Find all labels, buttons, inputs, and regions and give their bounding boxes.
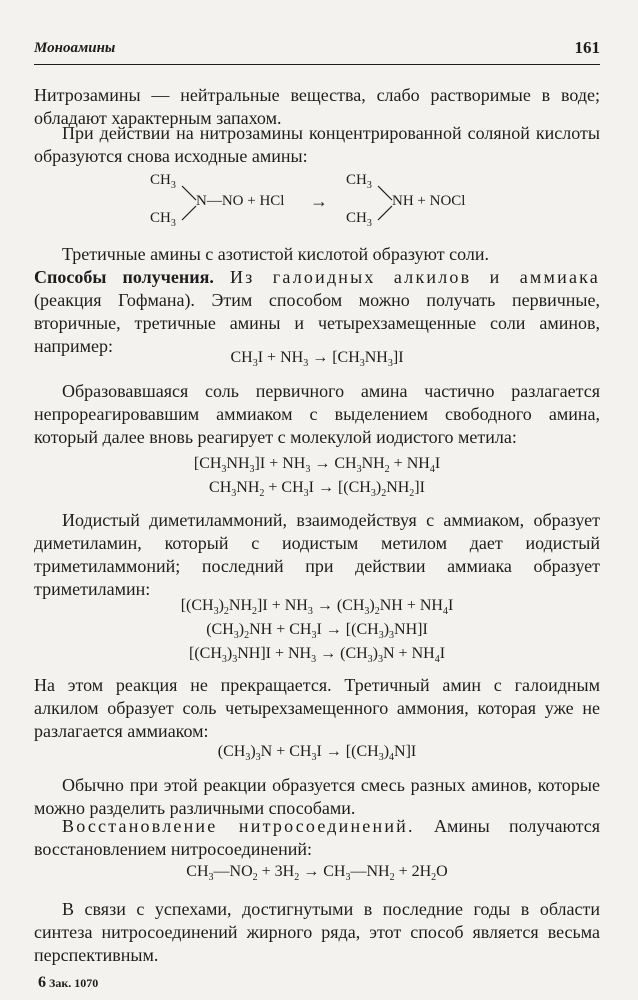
left-ch3-top: $CH_3$ (150, 172, 176, 191)
paragraph-tertiary-amines: Третичные амины с азотистой кислотой образуют соли. (62, 244, 489, 264)
nitrosamine-hcl-reaction (150, 172, 490, 236)
running-title: Моноамины (34, 40, 116, 56)
signature-number: 6 (38, 974, 46, 991)
paragraph-quaternary-salt: На этом реакция не прекращается. Третичный амин с галоидным алкилом образует соль четырехзамещенного аммония, которая уже не разлагается аммиаком: (34, 675, 600, 741)
right-ch3-bottom: $CH_3$ (346, 210, 372, 229)
equation-5: $(CH_3)_2NH + CH_3I \to [(CH_3)_3NH]I$ (206, 621, 428, 642)
paragraph-hcl-action: При действии на нитрозамины концентрированной соляной кислоты образуются снова исходные амины: (34, 123, 600, 166)
equation-4: $[(CH_3)_2NH_2]I + NH_3 \to (CH_3)_2NH + NH_4I$ (180, 597, 454, 618)
equation-3: $CH_3NH_2 + CH_3I \to [(CH_3)_2NH_2]I$ (209, 479, 425, 500)
section-heading: Способы получения. (34, 267, 214, 287)
method-description: (реакция Гофмана). Этим способом можно получать первичные, вторичные, третичные амины и четырехзамещенные соли аминов, например: (34, 290, 600, 356)
order-number: Зак. 1070 (49, 976, 99, 990)
equation-1: $CH_3I + NH_3 \to [CH_3NH_3]I$ (230, 349, 404, 370)
reaction-arrow: → (310, 191, 328, 211)
equation-2: $[CH_3NH_3]I + NH_3 \to CH_3NH_2 + NH_4I$ (193, 455, 441, 476)
right-group: NH + NOCl (392, 193, 466, 209)
paragraph-nitro-reduction (34, 815, 600, 861)
right-ch3-top: $CH_3$ (346, 172, 372, 191)
paragraph-amine-mixture: Обычно при этой реакции образуется смесь разных аминов, которые можно разделить различными способами. (34, 775, 600, 818)
paragraph-dimethylammonium: Иодистый диметиламмоний, взаимодействуя с аммиаком, образует диметиламин, который с иодистым метилом дает иодистый триметиламмоний; последний при действии аммиака образует триметиламин: (34, 510, 600, 599)
paragraph-salt-decomposition: Образовавшаяся соль первичного амина частично разлагается непрореагировавшим аммиаком с выделением свободного амина, который далее вновь реагирует с молекулой иодистого метила: (34, 381, 600, 447)
left-group: N—NO + HCl (196, 193, 285, 209)
page-header (34, 38, 600, 65)
method-name-reduction: Восстановление нитросоединений. (62, 816, 415, 836)
equation-7: $(CH_3)_3N + CH_3I \to [(CH_3)_4N]I$ (217, 743, 417, 764)
left-ch3-bottom: $CH_3$ (150, 210, 176, 229)
equation-8: $CH_3—NO_2 + 3H_2$ → $CH_3—NH_2 + 2H_2O$ (186, 863, 448, 884)
paragraph-nitrosamines: Нитрозамины — нейтральные вещества, слабо растворимые в воде; обладают характерным запахом. (34, 85, 600, 128)
printer-signature (38, 974, 98, 992)
reduction-description: Амины получаются восстановлением нитросоединений: (34, 816, 601, 859)
paragraph-perspective: В связи с успехами, достигнутыми в последние годы в области синтеза нитросоединений жирного ряда, этот способ является весьма перспективным. (34, 899, 600, 965)
page-number: 161 (574, 38, 600, 57)
paragraph-preparation-methods (34, 266, 600, 358)
method-name: Из галоидных алкилов и аммиака (229, 267, 600, 287)
equation-6: $[(CH_3)_3NH]I + NH_3 \to (CH_3)_3N + NH_4I$ (188, 645, 446, 666)
